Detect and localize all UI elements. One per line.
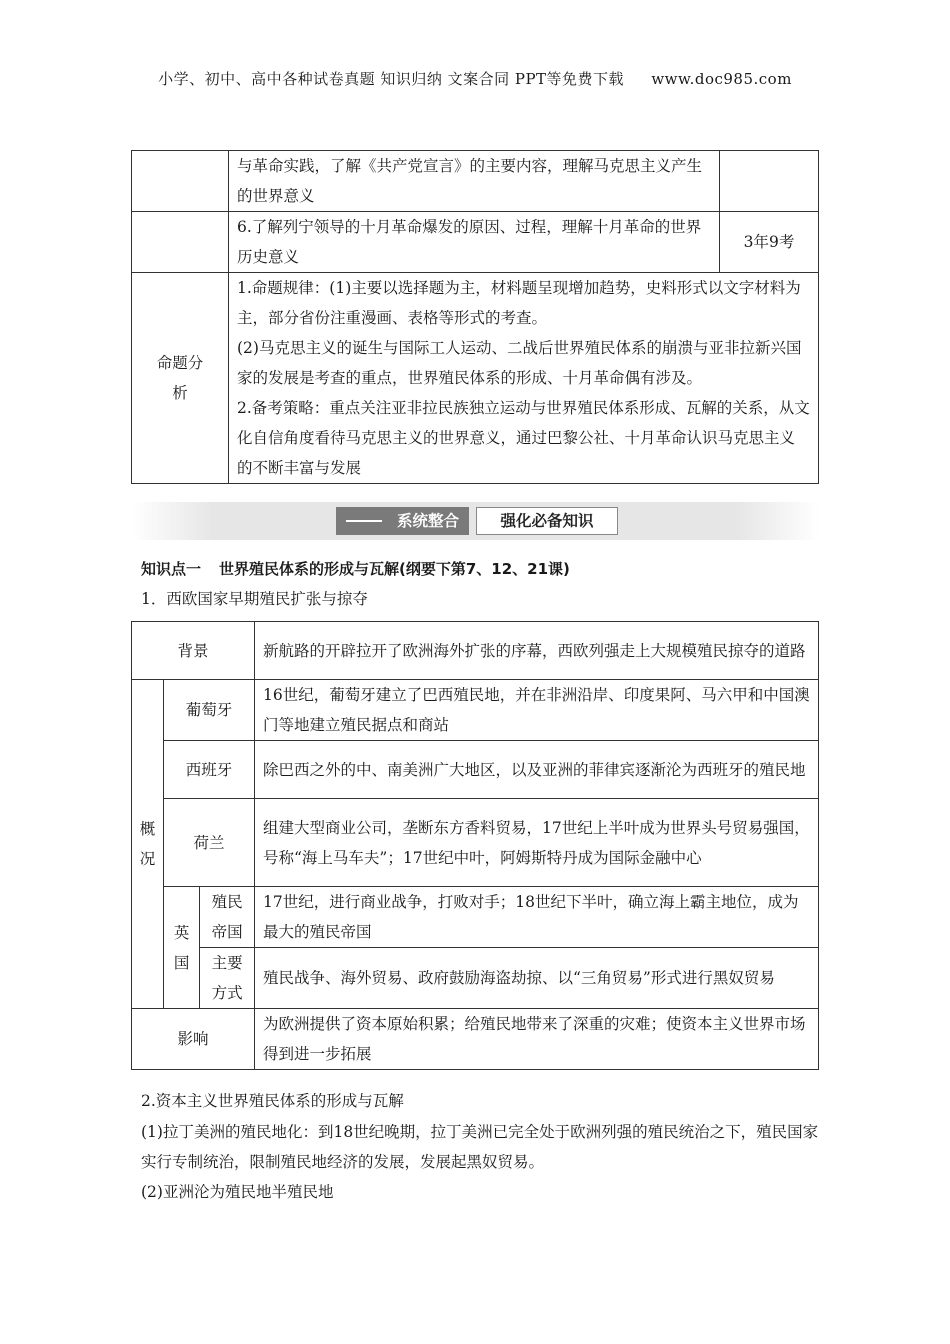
- table1-row2-freq: 3年9考: [720, 212, 819, 273]
- impact-text: 为欧洲提供了资本原始积累；给殖民地带来了深重的灾难；使资本主义世界市场得到进一步拓展: [255, 1009, 819, 1070]
- overview-label: 概况: [132, 680, 164, 1009]
- analysis-line-2: (2)马克思主义的诞生与国际工人运动、二战后世界殖民体系的崩溃与亚非拉新兴国家的发展是考查的重点，世界殖民体系的形成、十月革命偶有涉及。: [237, 339, 802, 387]
- table1-row2-content: 6.了解列宁领导的十月革命爆发的原因、过程，理解十月革命的世界历史意义: [229, 212, 720, 273]
- banner-left-text: 系统整合: [396, 512, 459, 530]
- knowledge-point-heading: [141, 558, 570, 579]
- britain-empire-label: 殖民帝国: [200, 887, 255, 948]
- portugal-text: 16世纪，葡萄牙建立了巴西殖民地，并在非洲沿岸、印度果阿、马六甲和中国澳门等地建立殖民据点和商站: [255, 680, 819, 741]
- section2-title: 2.资本主义世界殖民体系的形成与瓦解: [141, 1092, 404, 1110]
- netherlands-text: 组建大型商业公司，垄断东方香料贸易，17世纪上半叶成为世界头号贸易强国，号称“海上马车夫”；17世纪中叶，阿姆斯特丹成为国际金融中心: [255, 799, 819, 887]
- portugal-label: 葡萄牙: [164, 680, 255, 741]
- page-header: [0, 68, 950, 89]
- colonial-expansion-table: [131, 621, 819, 1070]
- analysis-label: 命题分析: [132, 273, 229, 484]
- impact-label: 影响: [132, 1009, 255, 1070]
- britain-methods-label: 主要方式: [200, 948, 255, 1009]
- background-text: 新航路的开辟拉开了欧洲海外扩张的序幕，西欧列强走上大规模殖民掠夺的道路: [255, 622, 819, 680]
- table1-row1-content: 与革命实践，了解《共产党宣言》的主要内容，理解马克思主义产生的世界意义: [229, 151, 720, 212]
- section-banner: [131, 502, 819, 540]
- banner-left: [336, 507, 469, 535]
- spain-text: 除巴西之外的中、南美洲广大地区，以及亚洲的菲律宾逐渐沦为西班牙的殖民地: [255, 741, 819, 799]
- analysis-content: [229, 273, 819, 484]
- analysis-line-1: 1.命题规律：(1)主要以选择题为主，材料题呈现增加趋势，史料形式以文字材料为主，部分省份注重漫画、表格等形式的考查。: [237, 279, 801, 327]
- section1-title: 1．西欧国家早期殖民扩张与掠夺: [141, 590, 368, 608]
- background-label: 背景: [132, 622, 255, 680]
- banner-right: 强化必备知识: [476, 507, 618, 535]
- britain-empire-text: 17世纪，进行商业战争，打败对手；18世纪下半叶，确立海上霸主地位，成为最大的殖民帝国: [255, 887, 819, 948]
- analysis-line-3: 2.备考策略：重点关注亚非拉民族独立运动与世界殖民体系形成、瓦解的关系，从文化自信角度看待马克思主义的世界意义，通过巴黎公社、十月革命认识马克思主义的不断丰富与发展: [237, 399, 810, 477]
- britain-label: 英国: [164, 887, 200, 1009]
- banner-dash: [346, 520, 382, 522]
- exam-analysis-table: [131, 150, 819, 484]
- spain-label: 西班牙: [164, 741, 255, 799]
- section2-paragraph-2: (2)亚洲沦为殖民地半殖民地: [141, 1183, 334, 1201]
- section2-paragraph-1: (1)拉丁美洲的殖民地化：到18世纪晚期，拉丁美洲已完全处于欧洲列强的殖民统治之下，殖民国家实行专制统治，限制殖民地经济的发展，发展起黑奴贸易。: [141, 1123, 819, 1171]
- britain-methods-text: 殖民战争、海外贸易、政府鼓励海盗劫掠、以“三角贸易”形式进行黑奴贸易: [255, 948, 819, 1009]
- header-url[interactable]: www.doc985.com: [651, 70, 792, 88]
- knowledge-point-title: 世界殖民体系的形成与瓦解(纲要下第7、12、21课): [219, 560, 570, 578]
- table1-row1-freq: [720, 151, 819, 212]
- table1-empty-cell: [132, 151, 229, 212]
- knowledge-point-label: 知识点一: [141, 560, 202, 578]
- netherlands-label: 荷兰: [164, 799, 255, 887]
- table1-empty-cell-2: [132, 212, 229, 273]
- header-text: 小学、初中、高中各种试卷真题 知识归纳 文案合同 PPT等免费下载: [158, 70, 625, 88]
